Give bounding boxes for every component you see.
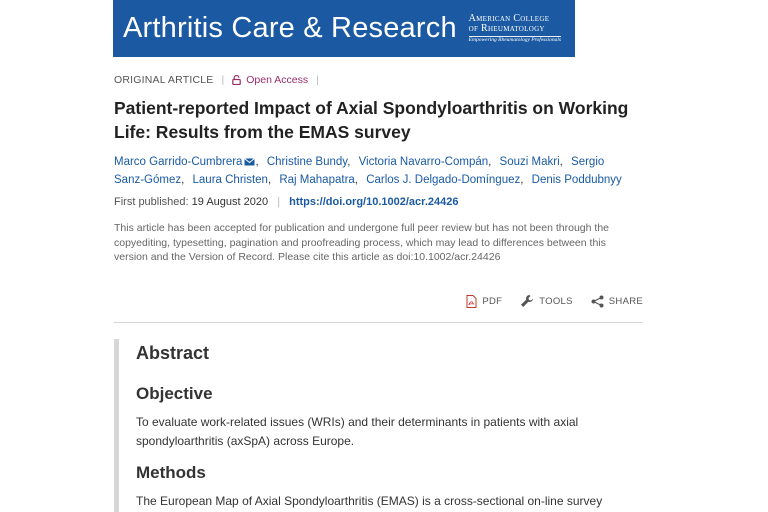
methods-heading: Methods <box>136 463 206 482</box>
article-meta-row <box>114 73 327 87</box>
tools-button[interactable] <box>520 294 573 308</box>
share-button[interactable] <box>591 295 643 308</box>
doi-link[interactable]: https://doi.org/10.1002/acr.24426 <box>289 196 459 208</box>
meta-separator: | <box>221 74 225 86</box>
author-separator: , <box>520 174 524 186</box>
author-separator: , <box>181 174 185 186</box>
author-link[interactable]: Laura Christen <box>192 174 268 186</box>
author-link[interactable]: Carlos J. Delgado-Domínguez <box>366 174 521 186</box>
open-lock-icon <box>232 75 241 85</box>
article-type: ORIGINAL ARTICLE <box>114 74 214 86</box>
share-label: SHARE <box>608 295 643 307</box>
author-separator: , <box>488 156 492 168</box>
publisher-logo-line1: American College <box>468 13 550 24</box>
author-list <box>114 153 634 189</box>
accepted-article-notice: This article has been accepted for publication and undergone full peer review but has not been through the copyediting, typesetting, pagination and proofreading process, which may lead to differences between this version and the Version of Record. Please cite this article as doi:10.1002/acr.24426 <box>114 222 609 264</box>
publisher-tagline: Empowering Rheumatology Professionals <box>468 37 561 43</box>
publisher-logo-rule <box>469 36 561 37</box>
publication-info <box>114 196 458 208</box>
author-link[interactable]: Sergio Sanz-Gómez <box>114 156 605 186</box>
abstract-section <box>114 339 643 512</box>
journal-title[interactable]: Arthritis Care & Research <box>123 12 457 44</box>
wrench-icon <box>520 294 534 308</box>
author-link[interactable]: Souzi Makri <box>499 156 560 168</box>
article-toolbar <box>448 293 643 309</box>
publication-date: 19 August 2020 <box>191 196 269 208</box>
abstract-heading: Abstract <box>136 343 210 363</box>
pdf-label: PDF <box>482 295 503 307</box>
author-separator: , <box>347 156 351 168</box>
author-separator: , <box>255 156 259 168</box>
publication-separator: | <box>277 196 281 208</box>
author-link[interactable]: Raj Mahapatra <box>279 174 355 186</box>
pdf-icon <box>466 295 477 308</box>
pdf-button[interactable] <box>466 295 502 308</box>
article-title: Patient-reported Impact of Axial Spondyloarthritis on Working Life: Results from the EMAS survey <box>114 98 629 142</box>
objective-heading: Objective <box>136 384 213 403</box>
objective-text: To evaluate work-related issues (WRIs) and their determinants in patients with axial spondyloarthritis (axSpA) across Europe. <box>136 415 579 448</box>
author-link[interactable]: Victoria Navarro-Compán <box>358 156 489 168</box>
methods-text: The European Map of Axial Spondyloarthritis (EMAS) is a cross-sectional on-line survey <box>136 494 603 508</box>
author-separator: , <box>267 174 272 186</box>
author-link[interactable]: Marco Garrido-Cumbrera <box>114 156 243 168</box>
author-link[interactable]: Denis Poddubnyy <box>531 174 622 186</box>
open-access-label[interactable]: Open Access <box>246 74 309 86</box>
meta-separator-trailing: | <box>316 74 319 86</box>
author-link[interactable]: Christine Bundy <box>266 156 348 168</box>
section-divider <box>114 322 643 323</box>
journal-banner[interactable] <box>113 0 575 57</box>
tools-label: TOOLS <box>539 295 573 307</box>
first-published-label: First published: <box>114 196 189 208</box>
envelope-icon[interactable] <box>244 158 255 166</box>
share-icon <box>591 295 604 308</box>
author-separator: , <box>559 156 563 168</box>
author-separator: , <box>354 174 358 186</box>
publisher-logo-line2: of Rheumatology <box>468 23 545 34</box>
publisher-logo[interactable] <box>469 14 561 44</box>
